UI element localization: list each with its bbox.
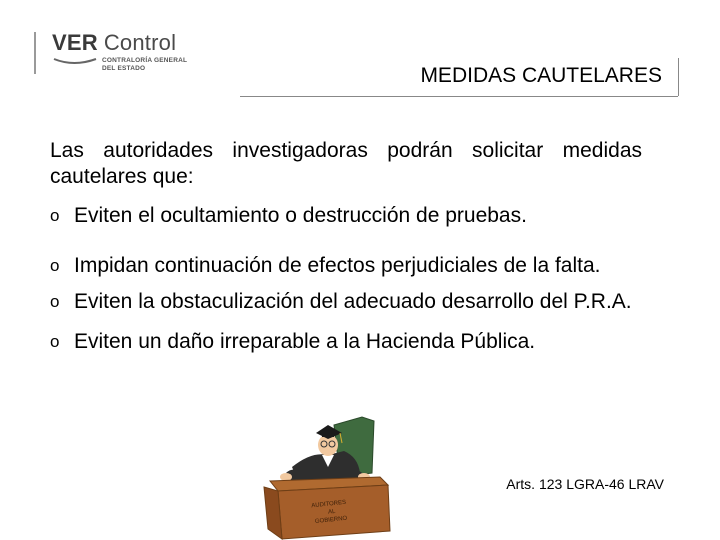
logo-wordmark — [52, 30, 176, 56]
desk-sign-line2: AL — [327, 508, 336, 516]
list-item-text: Impidan continuación de efectos perjudiciales de la falta. — [74, 254, 601, 277]
logo-subtitle-line1: CONTRALORÍA GENERAL — [102, 57, 188, 64]
list-item — [50, 330, 642, 354]
list-item-text: Eviten la obstaculización del adecuado desarrollo del P.R.A. — [74, 290, 632, 313]
desk-sign-line1: AUDITORES — [311, 499, 347, 510]
ver-control-logo — [52, 30, 202, 92]
list-item-text: Eviten un daño irreparable a la Hacienda Pública. — [74, 330, 536, 353]
intro-paragraph: Las autoridades investigadoras podrán solicitar medidas cautelares que: — [50, 139, 642, 188]
logo-control-text: Control — [103, 30, 177, 55]
list-item — [50, 254, 642, 278]
auditor-desk-illustration — [262, 415, 412, 540]
logo-swoosh-icon — [52, 56, 98, 66]
logo-subtitle-line2: DEL ESTADO — [102, 65, 146, 72]
logo-ver-text: VER — [52, 30, 98, 55]
bullet-icon: o — [50, 256, 60, 275]
bullet-icon: o — [50, 332, 60, 351]
title-side-rule — [678, 58, 679, 96]
desk-sign-line3: GOBIERNO — [314, 515, 348, 526]
legal-citation: Arts. 123 LGRA-46 LRAV — [506, 476, 664, 492]
measures-list — [50, 204, 642, 354]
title-underline — [240, 96, 678, 97]
list-item-text: Eviten el ocultamiento o destrucción de pruebas. — [74, 204, 527, 227]
bullet-icon: o — [50, 292, 60, 311]
slide-title: MEDIDAS CAUTELARES — [420, 64, 662, 87]
logo-subtitle — [102, 57, 187, 73]
list-item — [50, 204, 642, 228]
list-item — [50, 290, 642, 314]
logo-divider — [34, 32, 36, 74]
bullet-icon: o — [50, 206, 60, 225]
